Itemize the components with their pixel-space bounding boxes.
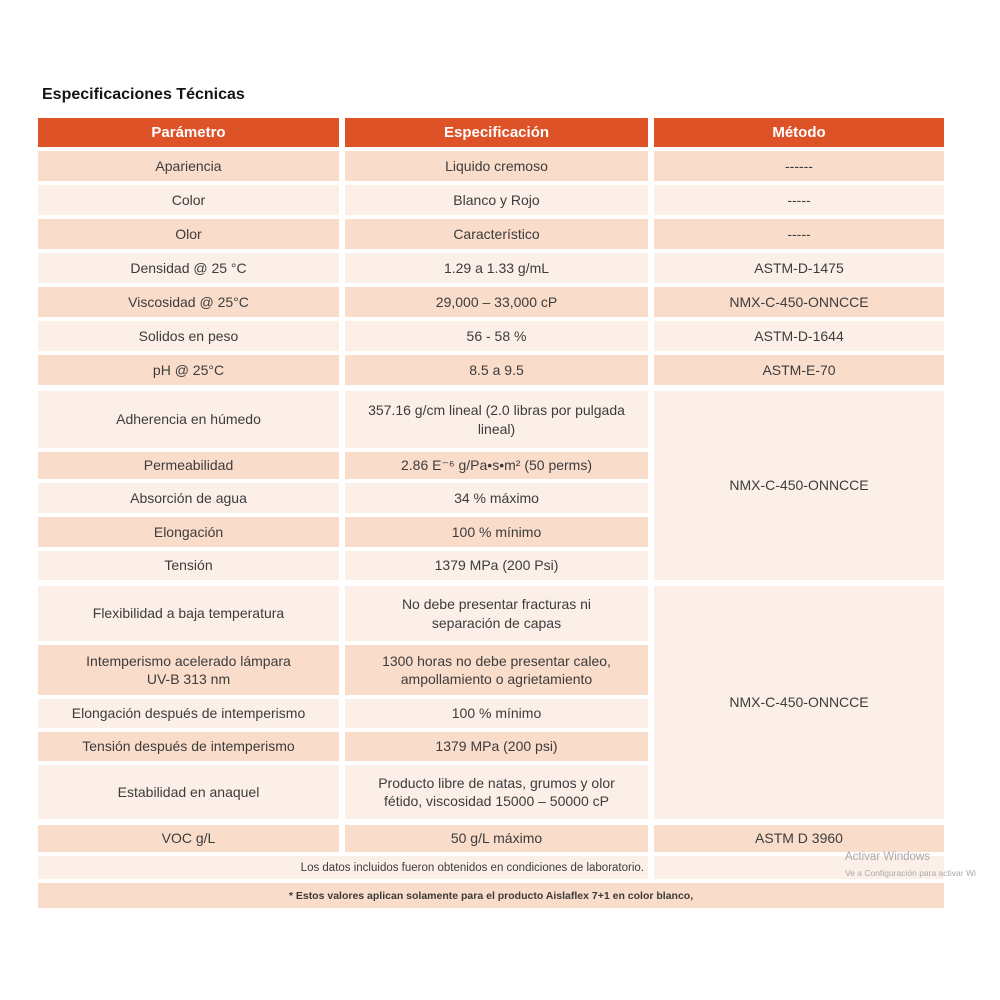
param-cell: VOC g/L xyxy=(38,825,339,852)
table-header-row xyxy=(38,118,944,147)
table-row xyxy=(38,391,648,448)
method-cell: ASTM-D-1644 xyxy=(654,321,944,351)
spec-cell: Liquido cremoso xyxy=(345,151,648,181)
table-row xyxy=(38,699,648,728)
param-cell: Apariencia xyxy=(38,151,339,181)
windows-activation-watermark xyxy=(845,851,976,878)
method-cell: ASTM D 3960 xyxy=(654,825,944,852)
spec-cell: 29,000 – 33,000 cP xyxy=(345,287,648,317)
spec-cell: 50 g/L máximo xyxy=(345,825,648,852)
method-cell: ASTM-D-1475 xyxy=(654,253,944,283)
footnote-row-asterisk xyxy=(38,883,944,908)
spec-cell: Característico xyxy=(345,219,648,249)
spec-cell: 1.29 a 1.33 g/mL xyxy=(345,253,648,283)
method-cell: ----- xyxy=(654,219,944,249)
table-row xyxy=(38,551,648,580)
table-row xyxy=(38,732,648,761)
table-row xyxy=(38,151,944,181)
method-cell: ASTM-E-70 xyxy=(654,355,944,385)
param-cell: Tensión después de intemperismo xyxy=(38,732,339,761)
table-row xyxy=(38,517,648,547)
section-rows xyxy=(38,391,648,580)
param-cell: Elongación xyxy=(38,517,339,547)
spec-cell: 357.16 g/cm lineal (2.0 libras por pulgada lineal) xyxy=(345,391,648,448)
param-cell: Absorción de agua xyxy=(38,483,339,513)
spec-cell: 1300 horas no debe presentar caleo, ampollamiento o agrietamiento xyxy=(345,645,648,695)
table-row xyxy=(38,185,944,215)
method-cell: ----- xyxy=(654,185,944,215)
param-cell: Olor xyxy=(38,219,339,249)
table-row xyxy=(38,452,648,479)
section-rows xyxy=(38,586,648,819)
param-cell: Densidad @ 25 °C xyxy=(38,253,339,283)
table-row-voc xyxy=(38,825,944,852)
param-cell: Viscosidad @ 25°C xyxy=(38,287,339,317)
method-cell: NMX-C-450-ONNCCE xyxy=(654,287,944,317)
table-row xyxy=(38,645,648,695)
param-cell: Elongación después de intemperismo xyxy=(38,699,339,728)
table-section-adhesion xyxy=(38,391,944,580)
table-row xyxy=(38,355,944,385)
footnote-lab-conditions: Los datos incluidos fueron obtenidos en condiciones de laboratorio. xyxy=(38,856,648,879)
method-cell: ------ xyxy=(654,151,944,181)
table-row xyxy=(38,287,944,317)
watermark-line2: Ve a Configuración para activar Wi xyxy=(845,867,976,878)
table-row xyxy=(38,765,648,819)
table-row xyxy=(38,253,944,283)
spec-table xyxy=(38,118,944,908)
col-header-metodo: Método xyxy=(654,118,944,147)
spec-cell: 100 % mínimo xyxy=(345,517,648,547)
footnote-product-note: * Estos valores aplican solamente para el producto Aislaflex 7+1 en color blanco, xyxy=(38,883,944,908)
param-cell: Color xyxy=(38,185,339,215)
spec-cell: 56 - 58 % xyxy=(345,321,648,351)
table-row xyxy=(38,219,944,249)
param-cell: Adherencia en húmedo xyxy=(38,391,339,448)
param-cell: Solidos en peso xyxy=(38,321,339,351)
spec-cell: 1379 MPa (200 psi) xyxy=(345,732,648,761)
spec-cell: 34 % máximo xyxy=(345,483,648,513)
col-header-parametro: Parámetro xyxy=(38,118,339,147)
spec-cell: Producto libre de natas, grumos y olor fétido, viscosidad 15000 – 50000 cP xyxy=(345,765,648,819)
table-row xyxy=(38,483,648,513)
table-row xyxy=(38,321,944,351)
spec-cell: 100 % mínimo xyxy=(345,699,648,728)
spec-cell: 2.86 E⁻⁶ g/Pa•s•m² (50 perms) xyxy=(345,452,648,479)
param-cell: Flexibilidad a baja temperatura xyxy=(38,586,339,641)
param-cell: Intemperismo acelerado lámpara UV-B 313 nm xyxy=(38,645,339,695)
method-cell-merged: NMX-C-450-ONNCCE xyxy=(654,391,944,580)
spec-cell: 8.5 a 9.5 xyxy=(345,355,648,385)
param-cell: Tensión xyxy=(38,551,339,580)
param-cell: Permeabilidad xyxy=(38,452,339,479)
spec-cell: 1379 MPa (200 Psi) xyxy=(345,551,648,580)
param-cell: Estabilidad en anaquel xyxy=(38,765,339,819)
spec-cell: No debe presentar fracturas ni separación de capas xyxy=(345,586,648,641)
spec-cell: Blanco y Rojo xyxy=(345,185,648,215)
param-cell: pH @ 25°C xyxy=(38,355,339,385)
footnote-row-lab xyxy=(38,856,944,879)
table-section-weathering xyxy=(38,586,944,819)
watermark-line1: Activar Windows xyxy=(845,851,930,863)
page-title: Especificaciones Técnicas xyxy=(42,86,245,103)
method-cell-merged: NMX-C-450-ONNCCE xyxy=(654,586,944,819)
table-row xyxy=(38,586,648,641)
col-header-especificacion: Especificación xyxy=(345,118,648,147)
